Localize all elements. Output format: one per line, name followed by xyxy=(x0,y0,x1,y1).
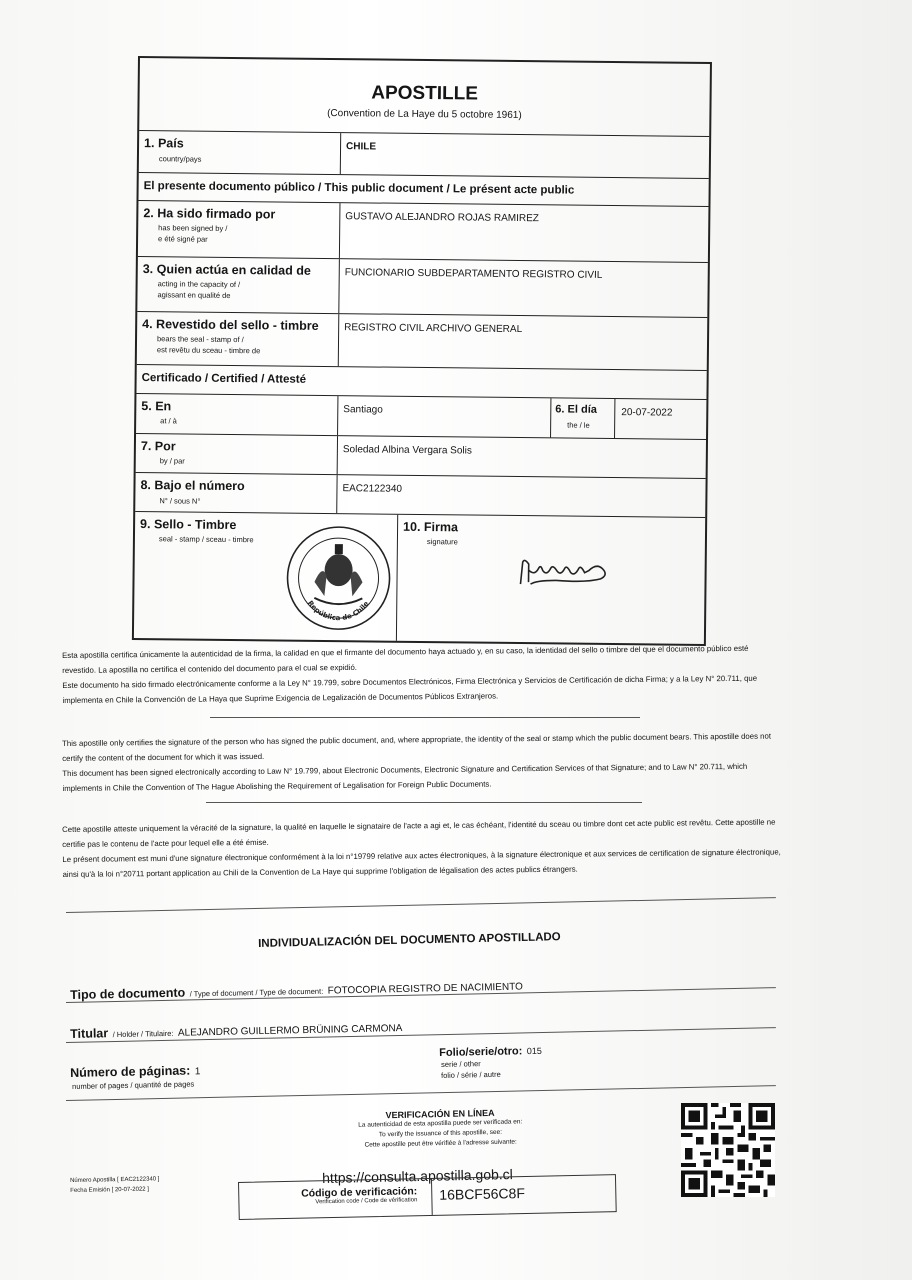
qr-code[interactable] xyxy=(681,1103,775,1197)
seal-of-row xyxy=(137,312,708,371)
chile-coat-of-arms-seal xyxy=(284,524,393,633)
verification-line-es: La autenticidad de esta apostilla puede ser verificada en: xyxy=(358,1118,523,1129)
holder-value: ALEJANDRO GUILLERMO BRÜNING CARMONA xyxy=(177,1023,403,1039)
verification-code-label: Código de verificación: xyxy=(301,1185,418,1200)
apostille-title: APOSTILLE xyxy=(371,82,479,105)
country-sub: country/pays xyxy=(158,154,202,164)
document-type-value: FOTOCOPIA REGISTRO DE NACIMIENTO xyxy=(327,981,523,997)
folio-sub-2: folio / série / autre xyxy=(441,1069,501,1080)
by-value: Soledad Albina Vergara Solis xyxy=(342,444,472,457)
convention-subtitle: (Convention de La Haye du 5 octobre 1961) xyxy=(327,107,522,122)
handwritten-signature xyxy=(516,554,626,591)
seal-sub: seal - stamp / sceau - timbre xyxy=(158,534,254,545)
certified-label: Certificado / Certified / Attesté xyxy=(141,372,307,386)
legal-es xyxy=(62,640,783,708)
verification-code: 16BCF56C8F xyxy=(439,1184,526,1203)
date-sub: the / le xyxy=(567,420,590,430)
footer-issue-date: Fecha Emisión [ 20-07-2022 ] xyxy=(70,1186,150,1194)
by-label: 7. Por xyxy=(140,439,176,454)
signed-by-sub-fr: e été signé par xyxy=(158,234,208,244)
verification-title: VERIFICACIÓN EN LÍNEA xyxy=(385,1107,495,1121)
place-label: 5. En xyxy=(141,399,172,414)
verification-line-fr: Cette apostille peut être vérifiée à l'adresse suivante: xyxy=(364,1138,517,1149)
verification-code-sub: Verification code / Code de vérification xyxy=(315,1197,418,1206)
folio-row xyxy=(439,1041,542,1061)
pages-sub: number of pages / quantité de pages xyxy=(72,1079,195,1091)
verification-line-en: To verify the issuance of this apostille, see: xyxy=(378,1128,503,1139)
folio-value: 015 xyxy=(526,1045,542,1057)
legal-en-2: This document has been signed electronically according to Law N° 19.799, about Electronic Documents, Electronic Signature and Certification Services of that Signature; and to Law N° 20.711, which implements in Chile the Convention of The Hague Abolishing the Requirement of Legalisation for Foreign Public Documents. xyxy=(62,761,748,793)
legal-fr-1: Cette apostille atteste uniquement la véracité de la signature, la qualité en laquelle le signataire de l'acte a agi et, le cas échéant, l'identité du sceau ou timbre dont cet acte public est revêtu. Cette apostille ne certifie pas le contenu de l'acte pour lequel elle a été émise. xyxy=(62,817,776,849)
legal-en-1: This apostille only certifies the signature of the person who has signed the public document, and, where appropriate, the identity of the seal or stamp which the public document bears. This apostille does not certify the content of the document for which it was issued. xyxy=(62,731,772,763)
holder-label: Titular xyxy=(70,1026,109,1041)
header-row xyxy=(139,58,710,137)
place-value: Santiago xyxy=(343,404,383,416)
seal-of-sub-fr: est revêtu du sceau - timbre de xyxy=(156,345,261,356)
capacity-label: 3. Quien actúa en calidad de xyxy=(142,262,311,278)
place-sub: at / à xyxy=(160,416,177,426)
folio-sub-1: serie / other xyxy=(441,1059,481,1069)
svg-text:República de Chile xyxy=(306,599,371,622)
verification-url[interactable]: https://consulta.apostilla.gob.cl xyxy=(322,1166,513,1186)
verification-block xyxy=(300,1106,581,1152)
number-sub: N° / sous N° xyxy=(159,496,201,506)
signed-by-row xyxy=(138,201,709,263)
country-value: CHILE xyxy=(346,141,377,153)
date-label: 6. El día xyxy=(555,403,597,416)
by-row xyxy=(136,434,706,479)
seal-label: 9. Sello - Timbre xyxy=(140,517,237,533)
country-row xyxy=(139,131,709,179)
number-row xyxy=(135,473,705,518)
document-section-title: INDIVIDUALIZACIÓN DEL DOCUMENTO APOSTILLADO xyxy=(258,931,561,950)
signed-by-sub-en: has been signed by / xyxy=(158,223,228,233)
place-date-row xyxy=(136,394,706,440)
signed-by-label: 2. Ha sido firmado por xyxy=(143,206,276,222)
document-type-label: Tipo de documento xyxy=(70,985,186,1002)
holder-sub: / Holder / Titulaire: xyxy=(112,1028,174,1040)
date-value: 20-07-2022 xyxy=(621,407,673,419)
pages-label: Número de páginas: xyxy=(70,1063,191,1080)
seal-signature-row xyxy=(134,512,705,644)
footer-note xyxy=(70,1174,160,1196)
legal-es-2: Este documento ha sido firmado electrónicamente conforme a la Ley N° 19.799, sobre Documentos Electrónicos, Firma Electrónica y Servicios de Certificación de dicha Firma; y a la Ley N° 20.711, que implementa en Chile la Convención de La Haya que Suprime Exigencia de Legalización de Documentos Públicos Extranjeros. xyxy=(62,673,758,705)
signature-sub: signature xyxy=(426,537,458,547)
verification-code-box xyxy=(238,1174,617,1220)
seal-of-value: REGISTRO CIVIL ARCHIVO GENERAL xyxy=(344,322,523,336)
seal-text: República de Chile xyxy=(305,599,371,623)
signature-label: 10. Firma xyxy=(403,519,459,535)
pages-value: 1 xyxy=(194,1066,201,1078)
document-type-sub: / Type of document / Type de document: xyxy=(189,986,324,999)
number-label: 8. Bajo el número xyxy=(140,478,245,494)
legal-fr xyxy=(62,814,783,882)
capacity-sub-en: acting in the capacity of / xyxy=(157,279,241,290)
seal-of-label: 4. Revestido del sello - timbre xyxy=(142,317,319,333)
legal-en xyxy=(62,728,783,796)
signed-by-value: GUSTAVO ALEJANDRO ROJAS RAMIREZ xyxy=(345,211,539,225)
number-value: EAC2122340 xyxy=(342,483,403,495)
footer-apostille-number: Número Apostilla [ EAC2122340 ] xyxy=(70,1176,160,1184)
seal-of-sub-en: bears the seal - stamp of / xyxy=(156,334,244,345)
capacity-sub-fr: agissant en qualité de xyxy=(157,290,231,300)
legal-fr-2: Le présent document est muni d'une signature électronique conformément à la loi n°19799 relative aux actes électroniques, à la signature électronique et aux services de certification de signature électronique, ainsi qu'à la loi n°20711 portant application au Chili de la Convention de La Haye qui supprime l'obligation de légalisation des actes publics étrangers. xyxy=(62,847,781,879)
country-label: 1. País xyxy=(144,136,184,151)
capacity-row xyxy=(137,257,708,318)
folio-label: Folio/serie/otro: xyxy=(439,1045,523,1059)
legal-es-1: Esta apostilla certifica únicamente la autenticidad de la firma, la calidad en que el firmante del documento haya actuado y, en su caso, la identidad del sello o timbre del que el documento público esté revestido. La apostilla no certifica el contenido del documento para el cual se expidió. xyxy=(62,643,749,675)
public-doc-label: El presente documento público / This public document / Le présent acte public xyxy=(143,180,575,197)
capacity-value: FUNCIONARIO SUBDEPARTAMENTO REGISTRO CIVIL xyxy=(344,267,603,281)
by-sub: by / par xyxy=(159,456,185,466)
apostille-table xyxy=(132,56,712,646)
